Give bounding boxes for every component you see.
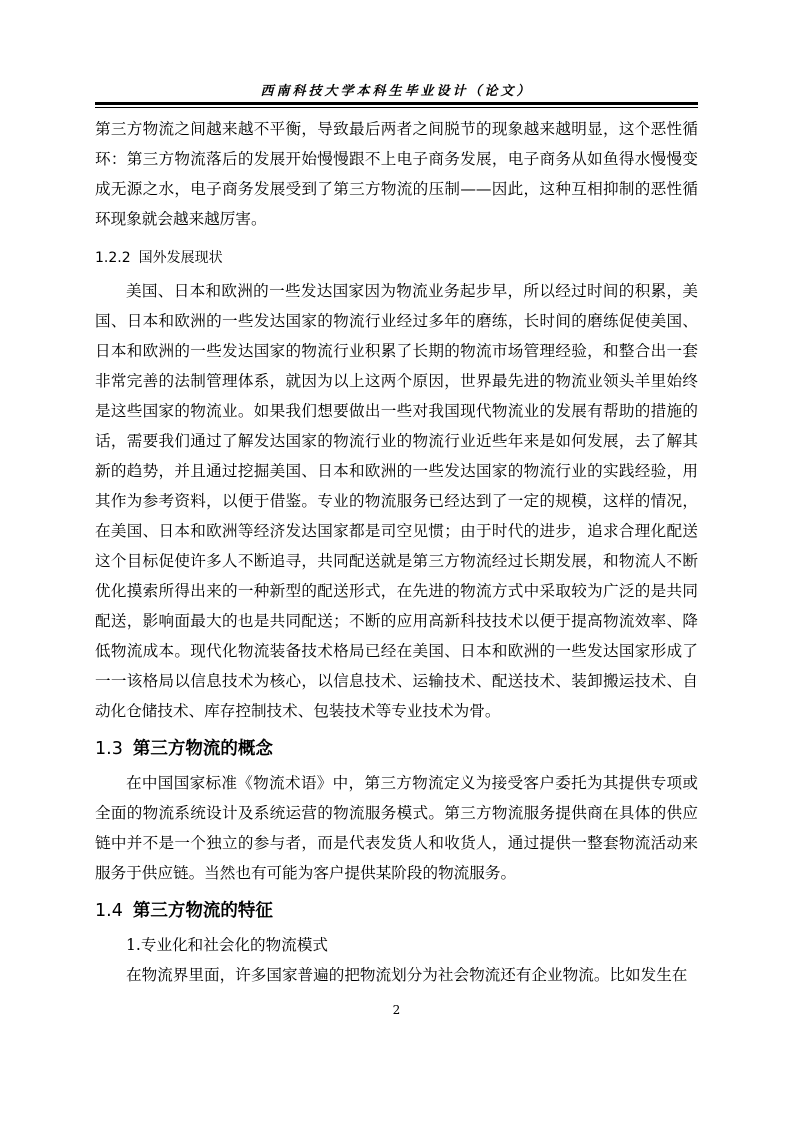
heading-number: 1.4 (95, 901, 123, 921)
page-number: 2 (392, 1003, 401, 1017)
heading-1-4 (95, 898, 698, 924)
heading-1-3 (95, 736, 698, 762)
heading-text: 国外发展现状 (138, 250, 223, 266)
paragraph-foreign-development: 美国、日本和欧洲的一些发达国家因为物流业务起步早，所以经过时间的积累，美国、日本和欧洲的一些发达国家的物流行业经过多年的磨练，长时间的磨练促使美国、日本和欧洲的一些发达国家的物流行业积累了长期的物流市场管理经验，和整合出一套非常完善的法制管理体系，就因为以上这两个原因，世界最先进的物流业领头羊里始终是这些国家的物流业。如果我们想要做出一些对我国现代物流业的发展有帮助的措施的话，需要我们通过了解发达国家的物流行业的物流行业近些年来是如何发展，去了解其新的趋势，并且通过挖掘美国、日本和欧洲的一些发达国家的物流行业的实践经验，用其作为参考资料，以便于借鉴。专业的物流服务已经达到了一定的规模，这样的情况，在美国、日本和欧洲等经济发达国家都是司空见惯；由于时代的进步，追求合理化配送这个目标促使许多人不断追寻，共同配送就是第三方物流经过长期发展，和物流人不断优化摸索所得出来的一种新型的配送形式，在先进的物流方式中采取较为广泛的是共同配送，影响面最大的也是共同配送；不断的应用高新科技技术以便于提高物流效率、降低物流成本。现代化物流装备技术格局已经在美国、日本和欧洲的一些发达国家形成了一一该格局以信息技术为核心，以信息技术、运输技术、配送技术、装卸搬运技术、自动化仓储技术、库存控制技术、包装技术等专业技术为骨。 (95, 282, 698, 720)
paragraph-concept: 在中国国家标准《物流术语》中，第三方物流定义为接受客户委托为其提供专项或全面的物流系统设计及系统运营的物流服务模式。第三方物流服务提供商在具体的供应链中并不是一个独立的参与者，而是代表发货人和收货人，通过提供一整套物流活动来服务于供应链。当然也有可能为客户提供某阶段的物流服务。 (95, 774, 698, 882)
paragraph-features: 在物流界里面，许多国家普遍的把物流划分为社会物流还有企业物流。比如发生在 (126, 966, 688, 984)
heading-number: 1.3 (95, 739, 123, 759)
header-rule-thin (95, 107, 698, 108)
heading-number: 1.2.2 (95, 250, 131, 266)
heading-text: 第三方物流的特征 (132, 901, 273, 921)
running-header-title: 西南科技大学本科生毕业设计（论文） (260, 84, 533, 99)
heading-1-2-2 (95, 246, 698, 270)
subheading-1: 1.专业化和社会化的物流模式 (126, 936, 329, 954)
heading-text: 第三方物流的概念 (132, 739, 273, 759)
paragraph-continued: 第三方物流之间越来越不平衡，导致最后两者之间脱节的现象越来越明显，这个恶性循环：第三方物流落后的发展开始慢慢跟不上电子商务发展，电子商务从如鱼得水慢慢变成无源之水，电子商务发展受到了第三方物流的压制——因此，这种互相抑制的恶性循环现象就会越来越厉害。 (95, 120, 698, 228)
page-body (95, 114, 698, 990)
header-rule-thick (95, 102, 698, 105)
